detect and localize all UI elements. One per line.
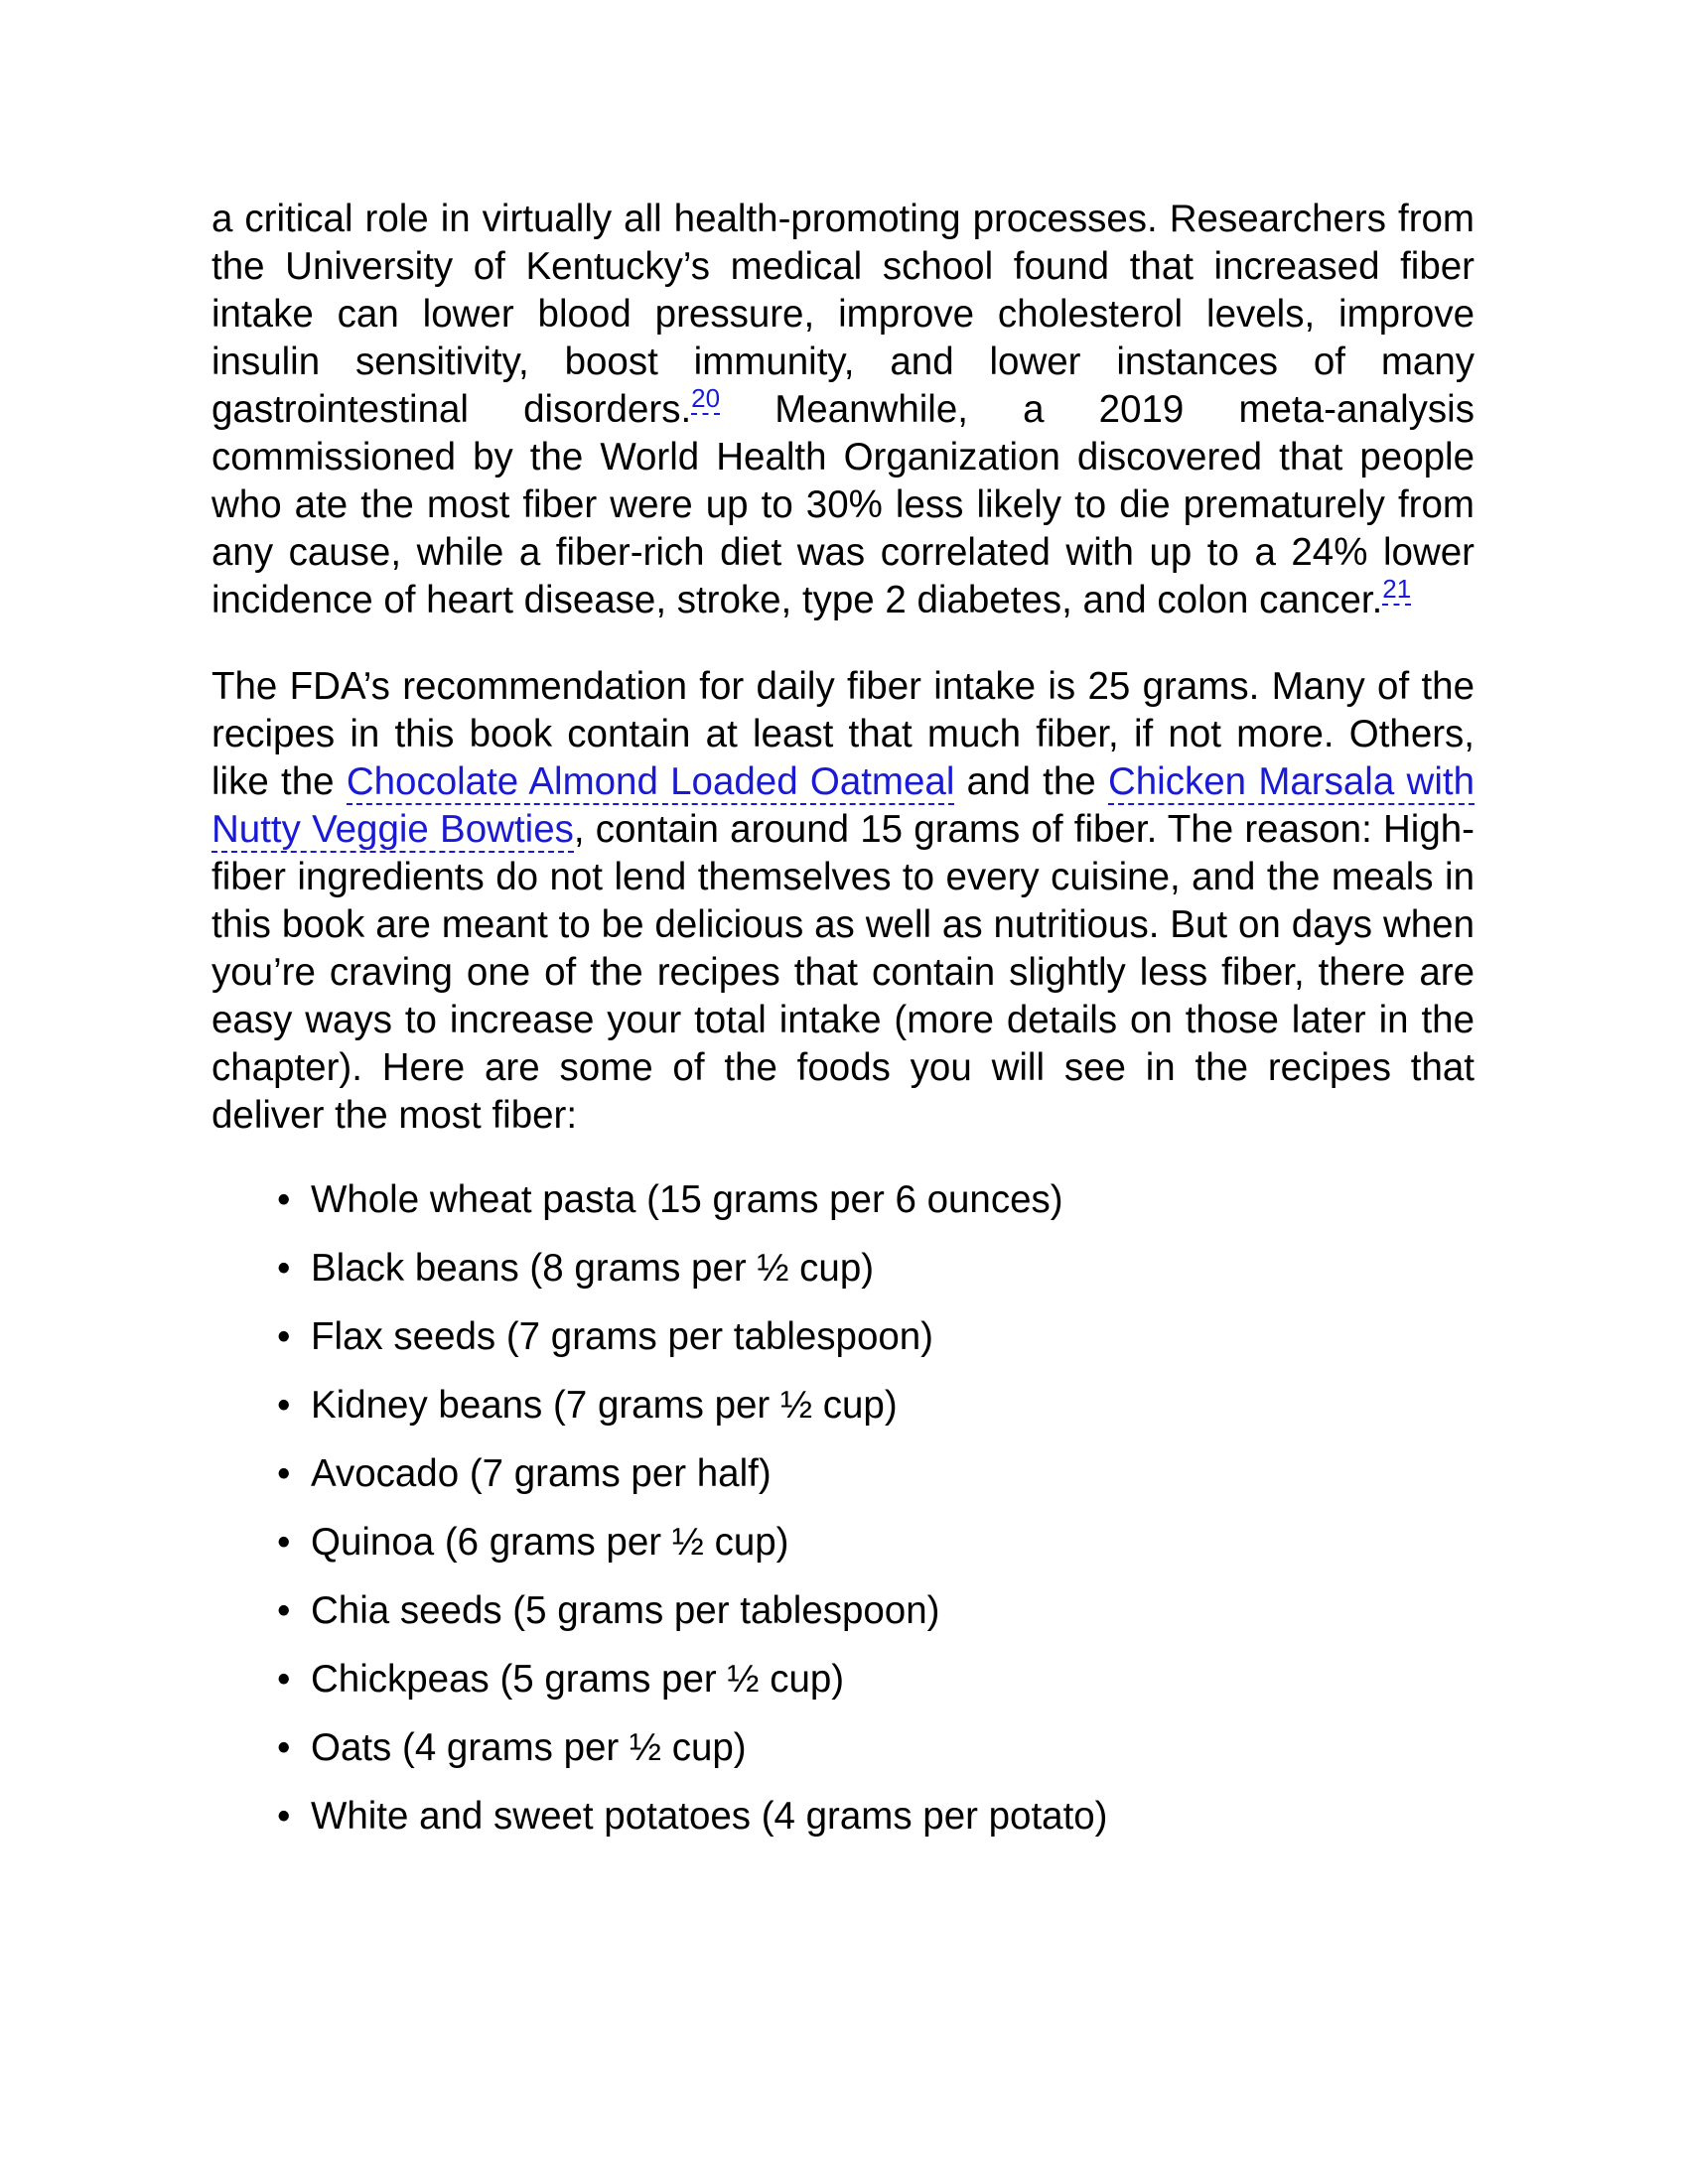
document-page [211,196,1475,1861]
list-item-text: Black beans (8 grams per ½ cup) [311,1247,875,1290]
bullet-icon: • [277,1315,291,1358]
recipe-link-chicken-marsala[interactable]: Chicken Marsala with Nutty Veggie Bowties [211,760,1475,851]
list-item [277,1176,1475,1224]
footnote-ref-21[interactable]: 21 [1382,574,1412,604]
bullet-icon: • [277,1247,291,1290]
list-item [277,1656,1475,1704]
paragraph-text: Meanwhile, a 2019 meta-analysis commissioned by the World Health Organization discovered that people who ate the most fiber were up to 30% less likely to die prematurely from any cause, while a fiber-rich diet was correlated with up to a 24% lower incidence of heart disease, stroke, type 2 diabetes, and colon cancer. [211,388,1475,621]
list-item-text: White and sweet potatoes (4 grams per potato) [311,1795,1108,1838]
paragraph-text: a critical role in virtually all health-promoting processes. Researchers from the University of Kentucky’s medical school found that increased fiber intake can lower blood pressure, improve cholesterol levels, improve insulin sensitivity, boost immunity, and lower instances of many gastrointestinal disorders. [211,198,1475,431]
bullet-icon: • [277,1589,291,1632]
paragraph-text: , contain around 15 grams of fiber. The reason: High-fiber ingredients do not lend themselves to every cuisine, and the meals in this book are meant to be delicious as well as nutritious. But on days when you’re craving one of the recipes that contain slightly less fiber, there are easy ways to increase your total intake (more details on those later in the chapter). Here are some of the foods you will see in the recipes that deliver the most fiber: [211,808,1475,1137]
recipe-link-chocolate-almond-oatmeal[interactable]: Chocolate Almond Loaded Oatmeal [346,760,955,803]
list-item-text: Flax seeds (7 grams per tablespoon) [311,1315,933,1358]
bullet-icon: • [277,1452,291,1495]
list-item [277,1313,1475,1361]
list-item [277,1382,1475,1430]
bullet-icon: • [277,1384,291,1427]
list-item [277,1793,1475,1841]
body-paragraph-fda-recommendation [211,663,1475,1140]
bullet-icon: • [277,1726,291,1769]
paragraph-text: The FDA’s recommendation for daily fiber intake is 25 grams. Many of the recipes in this book contain at least that much fiber, if not more. Others, like the [211,665,1475,803]
bullet-icon: • [277,1521,291,1564]
list-item-text: Oats (4 grams per ½ cup) [311,1726,747,1769]
list-item-text: Quinoa (6 grams per ½ cup) [311,1521,789,1564]
paragraph-text: and the [954,760,1108,803]
list-item-text: Chia seeds (5 grams per tablespoon) [311,1589,940,1632]
bullet-icon: • [277,1658,291,1701]
bullet-icon: • [277,1178,291,1221]
list-item [277,1450,1475,1498]
list-item [277,1245,1475,1293]
list-item [277,1724,1475,1772]
fiber-foods-list [211,1176,1475,1841]
list-item [277,1587,1475,1635]
footnote-ref-20[interactable]: 20 [691,383,721,413]
list-item-text: Avocado (7 grams per half) [311,1452,772,1495]
list-item-text: Chickpeas (5 grams per ½ cup) [311,1658,845,1701]
list-item [277,1519,1475,1567]
list-item-text: Kidney beans (7 grams per ½ cup) [311,1384,898,1427]
list-item-text: Whole wheat pasta (15 grams per 6 ounces) [311,1178,1063,1221]
bullet-icon: • [277,1795,291,1838]
body-paragraph-fiber-research [211,196,1475,624]
